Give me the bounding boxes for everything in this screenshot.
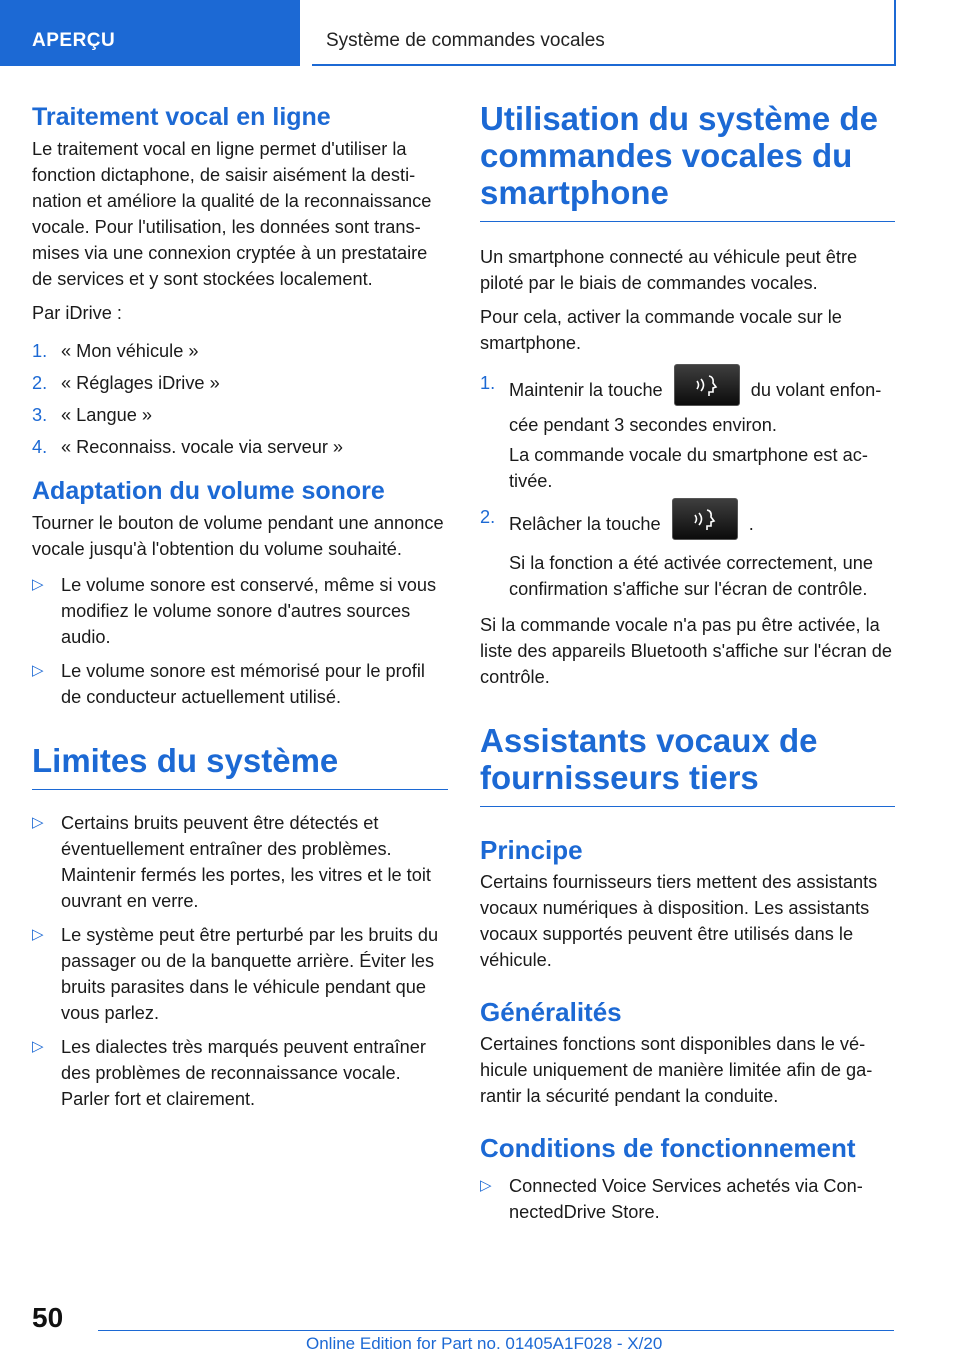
list-item (32, 338, 448, 364)
bullet-text: Connected Voice Services achetés via ConnectedDrive Store. (509, 1176, 863, 1222)
step-text: « Réglages iDrive » (61, 373, 220, 393)
list-item (32, 922, 448, 1026)
paragraph-smartphone-2: Pour cela, activer la commande vocale sur le smartphone. (480, 307, 842, 353)
step-number: 1. (32, 341, 48, 361)
triangle-right-icon: ▷ (480, 1177, 492, 1194)
list-item (480, 504, 895, 602)
conditions-bullets (480, 1173, 895, 1225)
bullet-text: Le volume sonore est mémorisé pour le profil de conducteur actuellement utilisé. (61, 661, 425, 707)
step-text: « Langue » (61, 405, 153, 425)
triangle-right-icon: ▷ (32, 662, 44, 679)
list-item (32, 434, 448, 460)
heading-assistants: Assistants vocaux de fournisseurs tiers (480, 722, 895, 807)
bullet-text: Certains bruits peuvent être détectés et éventuellement entraîner des problèmes. Maintenir fermés les portes, les vitres et le toit ouvrant en verre. (61, 813, 431, 911)
list-item (32, 810, 448, 914)
footer-edition: Online Edition for Part no. 01405A1F028 - X/20 (306, 1334, 663, 1353)
heading-smartphone: Utilisation du système de commandes vocales du smartphone (480, 100, 895, 222)
bullet-text: Le volume sonore est conservé, même si vous modifiez le volume sonore d'autres sources audio. (61, 575, 437, 647)
page-number: 50 (32, 1302, 64, 1333)
list-item (480, 1173, 895, 1225)
idrive-steps-list (32, 338, 448, 460)
footer-divider (98, 1330, 894, 1331)
section-title: APERÇU (32, 30, 116, 51)
heading-limits: Limites du système (32, 742, 448, 790)
heading-principe: Principe (480, 835, 583, 865)
list-item (32, 370, 448, 396)
step-number: 2. (480, 507, 496, 527)
step-subtext: La commande vocale du smartphone est activée. (509, 445, 868, 491)
step-text: « Mon véhicule » (61, 341, 199, 361)
bullet-text: Les dialectes très marqués peuvent entraîner des problèmes de reconnaissance vocale. Parler fort et clairement. (61, 1037, 426, 1109)
paragraph-volume: Tourner le bouton de volume pendant une annonce vocale jusqu'à l'obtention du volume souhaité. (32, 513, 444, 559)
paragraph-principe: Certains fournisseurs tiers mettent des assistants vocaux numériques à disposition. Les assistants vocaux supportés peuvent être utilisés dans le véhicule. (480, 872, 878, 970)
paragraph-smartphone-1: Un smartphone connecté au véhicule peut être piloté par le biais de commandes vocales. (480, 247, 858, 293)
chapter-title: Système de commandes vocales (326, 30, 605, 51)
triangle-right-icon: ▷ (32, 576, 44, 593)
page-header (0, 0, 960, 66)
heading-generalites: Généralités (480, 997, 622, 1027)
step-text-a: Maintenir la touche (509, 379, 663, 400)
list-item (32, 402, 448, 428)
right-column (480, 100, 895, 1233)
volume-bullets (32, 572, 448, 710)
step-number: 2. (32, 373, 48, 393)
triangle-right-icon: ▷ (32, 1038, 44, 1055)
paragraph-online-voice: Le traitement vocal en ligne permet d'utiliser la fonction dictaphone, de saisir aisément la destination et améliore la qualité de la reconnaissance vocale. Pour l'utilisation, les données sont transmises via une connexion cryptée à un prestataire de services et y sont stockées localement. (32, 139, 432, 289)
list-item (32, 658, 448, 710)
smartphone-steps-list (480, 370, 895, 602)
heading-conditions: Conditions de fonctionnement (480, 1133, 856, 1163)
list-item (32, 572, 448, 650)
step-text-b: . (748, 513, 754, 534)
step-number: 4. (32, 437, 48, 457)
voice-command-button-icon (674, 364, 740, 406)
bullet-text: Le système peut être perturbé par les bruits du passager ou de la banquette arrière. Éviter les bruits parasites dans le véhicule pendant que vous parlez. (61, 925, 439, 1023)
list-item (480, 370, 895, 494)
step-number: 1. (480, 373, 496, 393)
limits-bullets (32, 810, 448, 1112)
step-text-a: Relâcher la touche (509, 513, 661, 534)
step-text-b: du volant enfoncée pendant 3 secondes environ. (509, 379, 882, 435)
left-column (32, 100, 448, 1120)
heading-volume: Adaptation du volume sonore (32, 477, 385, 505)
step-text: « Reconnaiss. vocale via serveur » (61, 437, 344, 457)
step-subtext: Si la fonction a été activée correctement, une confirmation s'affiche sur l'écran de contrôle. (509, 553, 873, 599)
chapter-box (312, 0, 896, 66)
section-tab (0, 0, 300, 66)
triangle-right-icon: ▷ (32, 814, 44, 831)
triangle-right-icon: ▷ (32, 926, 44, 943)
paragraph-generalites: Certaines fonctions sont disponibles dans le véhicule uniquement de manière limitée afin de garantir la sécurité pendant la conduite. (480, 1034, 873, 1106)
paragraph-smartphone-3: Si la commande vocale n'a pas pu être activée, la liste des appareils Bluetooth s'affiche sur l'écran de contrôle. (480, 615, 893, 687)
heading-online-voice: Traitement vocal en ligne (32, 103, 331, 131)
list-item (32, 1034, 448, 1112)
paragraph-idrive: Par iDrive : (32, 303, 122, 323)
step-number: 3. (32, 405, 48, 425)
voice-command-button-icon (672, 498, 738, 540)
